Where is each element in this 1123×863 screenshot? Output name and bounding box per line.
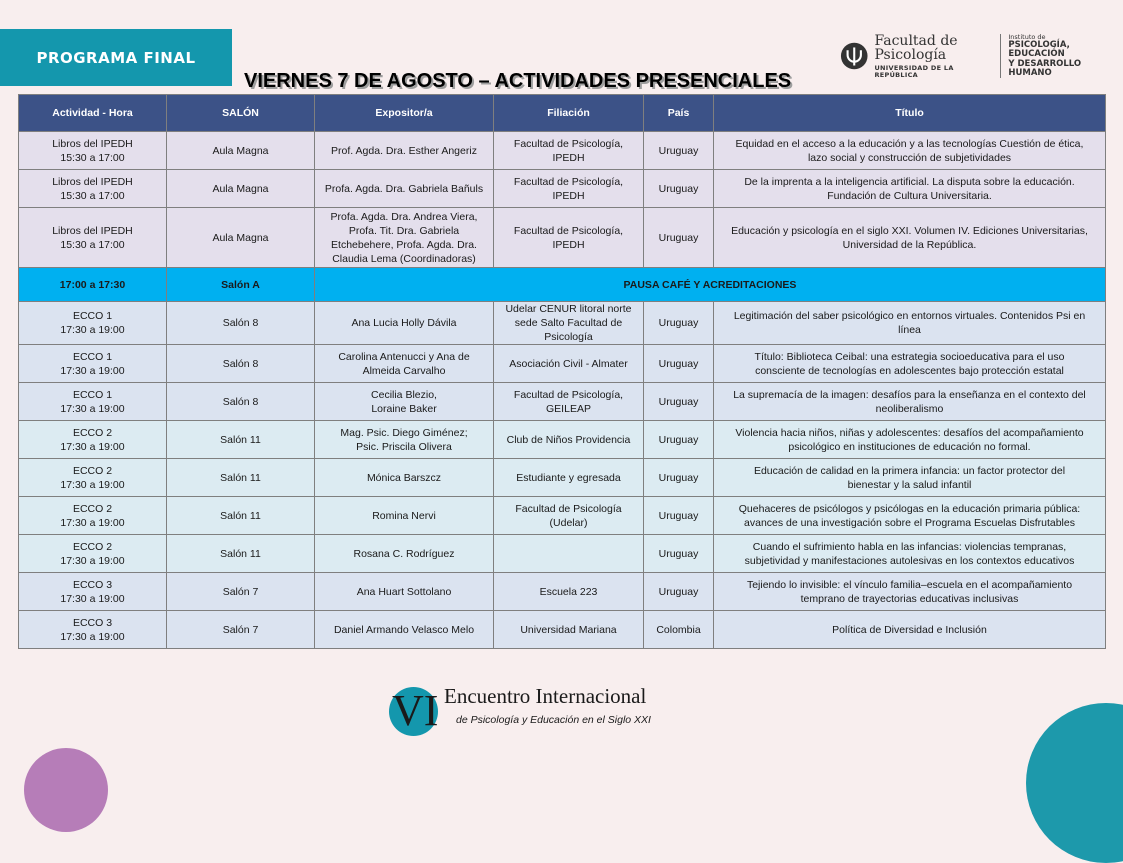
title-cell bbox=[714, 302, 1106, 345]
activity-time-cell bbox=[19, 345, 167, 383]
activity-time-cell bbox=[19, 497, 167, 535]
affiliation-cell-line: Universidad Mariana bbox=[520, 623, 617, 636]
country-cell: Uruguay bbox=[644, 170, 714, 208]
affiliation-cell bbox=[494, 170, 644, 208]
room-cell: Salón 11 bbox=[167, 459, 315, 497]
activity-time-cell-line: 15:30 a 17:00 bbox=[60, 238, 125, 251]
institute-name bbox=[1008, 34, 1123, 79]
affiliation-cell bbox=[494, 383, 644, 421]
presenter-cell bbox=[315, 459, 494, 497]
presenter-cell-line: Ana Lucia Holly Dávila bbox=[351, 317, 457, 329]
title-cell-line: Educación y psicología en el siglo XXI. Volumen IV. Ediciones Universitarias, bbox=[731, 224, 1088, 237]
affiliation-cell-line: Facultad de Psicología, bbox=[513, 137, 624, 150]
affiliation-cell-line: GEILEAP bbox=[546, 402, 591, 415]
faculty-logo bbox=[840, 33, 1123, 79]
table-row bbox=[19, 132, 1106, 170]
title-cell-line: avances de una investigación sobre el Programa Escuelas Disfrutables bbox=[744, 516, 1075, 529]
country-cell: Uruguay bbox=[644, 345, 714, 383]
room-cell: Salón 7 bbox=[167, 611, 315, 649]
presenter-cell bbox=[315, 132, 494, 170]
room-cell: Aula Magna bbox=[167, 170, 315, 208]
country-cell: Uruguay bbox=[644, 208, 714, 268]
table-row bbox=[19, 421, 1106, 459]
event-subtitle: de Psicología y Educación en el Siglo XXI bbox=[456, 714, 651, 726]
activity-time-cell-line: 17:30 a 19:00 bbox=[60, 364, 125, 377]
affiliation-cell-line: IPEDH bbox=[552, 151, 585, 164]
affiliation-cell-line: Psicología bbox=[544, 331, 593, 343]
activity-time-cell bbox=[19, 170, 167, 208]
title-cell-line: Universidad de la República. bbox=[842, 238, 977, 251]
table-row bbox=[19, 302, 1106, 345]
activity-time-cell-line: 17:30 a 19:00 bbox=[60, 516, 125, 529]
activity-time-cell-line: Libros del IPEDH bbox=[52, 175, 133, 188]
activity-time-cell-line: ECCO 2 bbox=[72, 540, 113, 553]
title-cell bbox=[714, 535, 1106, 573]
title-cell-line: Tejiendo lo invisible: el vínculo familia–escuela en el acompañamiento bbox=[746, 578, 1073, 591]
presenter-cell-line: Profa. Agda. Dra. Andrea Viera, bbox=[330, 210, 478, 223]
presenter-cell-line: Almeida Carvalho bbox=[362, 364, 446, 377]
affiliation-cell bbox=[494, 302, 644, 345]
title-cell bbox=[714, 497, 1106, 535]
page-title: VIERNES 7 DE AGOSTO – ACTIVIDADES PRESENCIALES bbox=[244, 70, 792, 92]
presenter-cell-line: Loraine Baker bbox=[371, 402, 437, 415]
country-cell: Uruguay bbox=[644, 302, 714, 345]
title-cell-line: consciente de tecnologías en adolescentes bajo protección estatal bbox=[755, 364, 1064, 377]
event-numeral: VI bbox=[392, 686, 439, 735]
title-cell bbox=[714, 421, 1106, 459]
title-cell-line: Quehaceres de psicólogos y psicólogas en la educación primaria pública: bbox=[738, 502, 1081, 515]
activity-time-cell-line: 17:30 a 19:00 bbox=[60, 402, 125, 415]
affiliation-cell-line: Club de Niños Providencia bbox=[506, 433, 631, 446]
column-header: Expositor/a bbox=[315, 95, 494, 132]
affiliation-cell bbox=[494, 573, 644, 611]
country-cell: Colombia bbox=[644, 611, 714, 649]
activity-time-cell bbox=[19, 459, 167, 497]
presenter-cell bbox=[315, 421, 494, 459]
presenter-cell-line: Rosana C. Rodríguez bbox=[353, 547, 455, 560]
presenter-cell bbox=[315, 611, 494, 649]
affiliation-cell-line: Facultad de Psicología, bbox=[513, 175, 624, 188]
presenter-cell-line: Carolina Antenucci y Ana de bbox=[338, 350, 470, 363]
country-cell: Uruguay bbox=[644, 383, 714, 421]
presenter-cell-line: Psic. Priscila Olivera bbox=[356, 440, 452, 453]
presenter-cell-line: Profa. Agda. Dra. Gabriela Bañuls bbox=[324, 182, 484, 195]
column-header: Filiación bbox=[494, 95, 644, 132]
table-row bbox=[19, 611, 1106, 649]
title-cell-line: Fundación de Cultura Universitaria. bbox=[827, 189, 992, 202]
affiliation-cell-line: Udelar CENUR litoral norte bbox=[505, 303, 632, 315]
country-cell: Uruguay bbox=[644, 421, 714, 459]
activity-time-cell-line: 17:30 a 19:00 bbox=[60, 554, 125, 567]
activity-time-cell-line: 15:30 a 17:00 bbox=[60, 151, 125, 164]
table-row bbox=[19, 459, 1106, 497]
country-cell: Uruguay bbox=[644, 535, 714, 573]
activity-time-cell bbox=[19, 573, 167, 611]
affiliation-cell bbox=[494, 208, 644, 268]
title-cell-line: psicológico en instituciones de educación no formal. bbox=[788, 440, 1031, 453]
presenter-cell bbox=[315, 383, 494, 421]
activity-time-cell bbox=[19, 132, 167, 170]
activity-time-cell-line: 17:30 a 19:00 bbox=[60, 630, 125, 643]
decorative-circle-teal bbox=[1026, 703, 1123, 863]
activity-time-cell bbox=[19, 383, 167, 421]
faculty-name bbox=[874, 34, 993, 78]
affiliation-cell-line: Facultad de Psicología, bbox=[513, 388, 624, 401]
activity-time-cell-line: 17:30 a 19:00 bbox=[60, 478, 125, 491]
decorative-circle-purple bbox=[24, 748, 108, 832]
title-cell-line: Violencia hacia niños, niñas y adolescentes: desafíos del acompañamiento bbox=[735, 426, 1084, 439]
presenter-cell bbox=[315, 497, 494, 535]
table-header-row bbox=[19, 95, 1106, 132]
title-cell-line: La supremacía de la imagen: desafíos para la enseñanza en el contexto del bbox=[733, 388, 1086, 401]
room-cell: Salón 8 bbox=[167, 302, 315, 345]
logo-divider bbox=[1000, 34, 1001, 78]
table-row bbox=[19, 345, 1106, 383]
affiliation-cell-line: Estudiante y egresada bbox=[516, 471, 621, 484]
activity-time-cell bbox=[19, 535, 167, 573]
column-header: SALÓN bbox=[167, 95, 315, 132]
title-cell-line: De la imprenta a la inteligencia artificial. La disputa sobre la educación. bbox=[744, 175, 1075, 188]
affiliation-cell bbox=[494, 421, 644, 459]
psi-logo-icon bbox=[840, 41, 868, 71]
title-cell-line: Legitimación del saber psicológico en entornos virtuales. Contenidos Psi en bbox=[733, 310, 1086, 322]
presenter-cell bbox=[315, 170, 494, 208]
presenter-cell-line: Profa. Tit. Dra. Gabriela bbox=[348, 224, 460, 237]
room-cell: Salón A bbox=[167, 268, 315, 302]
country-cell: Uruguay bbox=[644, 132, 714, 170]
affiliation-cell bbox=[494, 535, 644, 573]
table-row bbox=[19, 573, 1106, 611]
presenter-cell-line: Mónica Barszcz bbox=[366, 471, 442, 484]
activity-time-cell bbox=[19, 611, 167, 649]
table-row bbox=[19, 535, 1106, 573]
room-cell: Salón 11 bbox=[167, 535, 315, 573]
activity-time-cell-line: 17:30 a 19:00 bbox=[60, 592, 125, 605]
presenter-cell-line: Cecilia Blezio, bbox=[371, 388, 437, 401]
room-cell: Salón 11 bbox=[167, 421, 315, 459]
activity-time-cell-line: ECCO 1 bbox=[72, 350, 113, 363]
presenter-cell bbox=[315, 302, 494, 345]
column-header: País bbox=[644, 95, 714, 132]
presenter-cell bbox=[315, 208, 494, 268]
presenter-cell bbox=[315, 535, 494, 573]
affiliation-cell-line: Escuela 223 bbox=[539, 585, 598, 598]
presenter-cell-line: Ana Huart Sottolano bbox=[356, 585, 452, 598]
title-cell bbox=[714, 573, 1106, 611]
program-banner bbox=[0, 29, 232, 86]
activity-time-cell-line: Libros del IPEDH bbox=[52, 224, 133, 237]
country-cell: Uruguay bbox=[644, 573, 714, 611]
affiliation-cell bbox=[494, 345, 644, 383]
title-cell-line: línea bbox=[898, 324, 921, 336]
title-cell-line: Educación de calidad en la primera infancia: un factor protector del bbox=[753, 464, 1066, 477]
title-cell bbox=[714, 208, 1106, 268]
room-cell: Salón 11 bbox=[167, 497, 315, 535]
table-row bbox=[19, 497, 1106, 535]
institute-line2: Y DESARROLLO HUMANO bbox=[1008, 58, 1082, 78]
program-table bbox=[18, 94, 1106, 649]
country-cell: Uruguay bbox=[644, 459, 714, 497]
title-cell bbox=[714, 611, 1106, 649]
presenter-cell bbox=[315, 573, 494, 611]
affiliation-cell bbox=[494, 611, 644, 649]
activity-time-cell-line: ECCO 3 bbox=[72, 578, 113, 591]
title-cell bbox=[714, 132, 1106, 170]
faculty-line1: Facultad de bbox=[874, 33, 958, 49]
activity-time-cell bbox=[19, 268, 167, 302]
affiliation-cell-line: IPEDH bbox=[552, 189, 585, 202]
affiliation-cell-line: Facultad de Psicología, bbox=[513, 224, 624, 237]
affiliation-cell bbox=[494, 459, 644, 497]
activity-time-cell-line: Libros del IPEDH bbox=[52, 137, 133, 150]
table-row bbox=[19, 170, 1106, 208]
title-cell-line: neoliberalismo bbox=[875, 402, 944, 415]
affiliation-cell-line: (Udelar) bbox=[549, 516, 588, 529]
room-cell: Aula Magna bbox=[167, 132, 315, 170]
activity-time-cell-line: ECCO 3 bbox=[72, 616, 113, 629]
table-row bbox=[19, 208, 1106, 268]
presenter-cell-line: Romina Nervi bbox=[372, 509, 436, 522]
activity-time-cell-line: ECCO 1 bbox=[72, 310, 113, 322]
activity-time-cell-line: ECCO 1 bbox=[72, 388, 113, 401]
room-cell: Aula Magna bbox=[167, 208, 315, 268]
affiliation-cell-line: sede Salto Facultad de bbox=[514, 317, 623, 329]
title-cell-line: Equidad en el acceso a la educación y a las tecnologías Cuestión de ética, bbox=[735, 137, 1084, 150]
activity-time-cell bbox=[19, 302, 167, 345]
title-cell-line: bienestar y la salud infantil bbox=[847, 478, 972, 491]
country-cell: Uruguay bbox=[644, 497, 714, 535]
title-cell-line: Política de Diversidad e Inclusión bbox=[832, 623, 987, 636]
activity-time-cell-line: 17:30 a 19:00 bbox=[60, 324, 125, 336]
title-cell-line: lazo social y construcción de subjetividades bbox=[807, 151, 1012, 164]
title-cell-line: Título: Biblioteca Ceibal: una estrategia socioeducativa para el uso bbox=[754, 350, 1065, 363]
break-row bbox=[19, 268, 1106, 302]
presenter-cell-line: Etchebehere, Profa. Agda. Dra. bbox=[331, 238, 477, 251]
title-cell bbox=[714, 383, 1106, 421]
title-cell-line: temprano de trayectorias educativas inclusivas bbox=[800, 592, 1019, 605]
activity-time-cell bbox=[19, 208, 167, 268]
title-cell-line: Cuando el sufrimiento habla en las infancias: violencias tempranas, bbox=[752, 540, 1067, 553]
university-name: UNIVERSIDAD DE LA REPÚBLICA bbox=[874, 64, 954, 79]
affiliation-cell-line: IPEDH bbox=[552, 238, 585, 251]
title-cell-line: subjetividad y manifestaciones autolesivas en los contextos educativos bbox=[744, 554, 1075, 567]
presenter-cell-line: Daniel Armando Velasco Melo bbox=[333, 623, 475, 636]
activity-time-cell-line: 17:30 a 19:00 bbox=[60, 440, 125, 453]
banner-label: PROGRAMA FINAL bbox=[36, 48, 196, 67]
title-cell bbox=[714, 170, 1106, 208]
affiliation-cell-line: Asociación Civil - Almater bbox=[509, 357, 628, 370]
event-logo bbox=[389, 684, 689, 740]
presenter-cell-line: Claudia Lema (Coordinadoras) bbox=[332, 252, 476, 265]
activity-time-cell bbox=[19, 421, 167, 459]
presenter-cell-line: Prof. Agda. Dra. Esther Angeriz bbox=[331, 144, 477, 157]
title-cell bbox=[714, 459, 1106, 497]
faculty-line2: Psicología bbox=[874, 47, 947, 63]
presenter-cell-line: Mag. Psic. Diego Giménez; bbox=[340, 426, 468, 439]
activity-time-cell-line: 17:00 a 17:30 bbox=[59, 278, 126, 291]
title-cell bbox=[714, 345, 1106, 383]
institute-small: Instituto de bbox=[1008, 32, 1046, 41]
table-row bbox=[19, 383, 1106, 421]
activity-time-cell-line: ECCO 2 bbox=[72, 502, 113, 515]
column-header: Actividad - Hora bbox=[19, 95, 167, 132]
affiliation-cell bbox=[494, 497, 644, 535]
column-header: Título bbox=[714, 95, 1106, 132]
affiliation-cell-line: Facultad de Psicología bbox=[515, 502, 622, 515]
break-cell: PAUSA CAFÉ Y ACREDITACIONES bbox=[315, 268, 1106, 302]
affiliation-cell bbox=[494, 132, 644, 170]
presenter-cell bbox=[315, 345, 494, 383]
room-cell: Salón 8 bbox=[167, 383, 315, 421]
activity-time-cell-line: ECCO 2 bbox=[72, 464, 113, 477]
institute-line1: PSICOLOGÍA, EDUCACIÓN bbox=[1008, 39, 1070, 60]
room-cell: Salón 7 bbox=[167, 573, 315, 611]
room-cell: Salón 8 bbox=[167, 345, 315, 383]
activity-time-cell-line: 15:30 a 17:00 bbox=[60, 189, 125, 202]
event-name: Encuentro Internacional bbox=[444, 684, 647, 708]
activity-time-cell-line: ECCO 2 bbox=[72, 426, 113, 439]
